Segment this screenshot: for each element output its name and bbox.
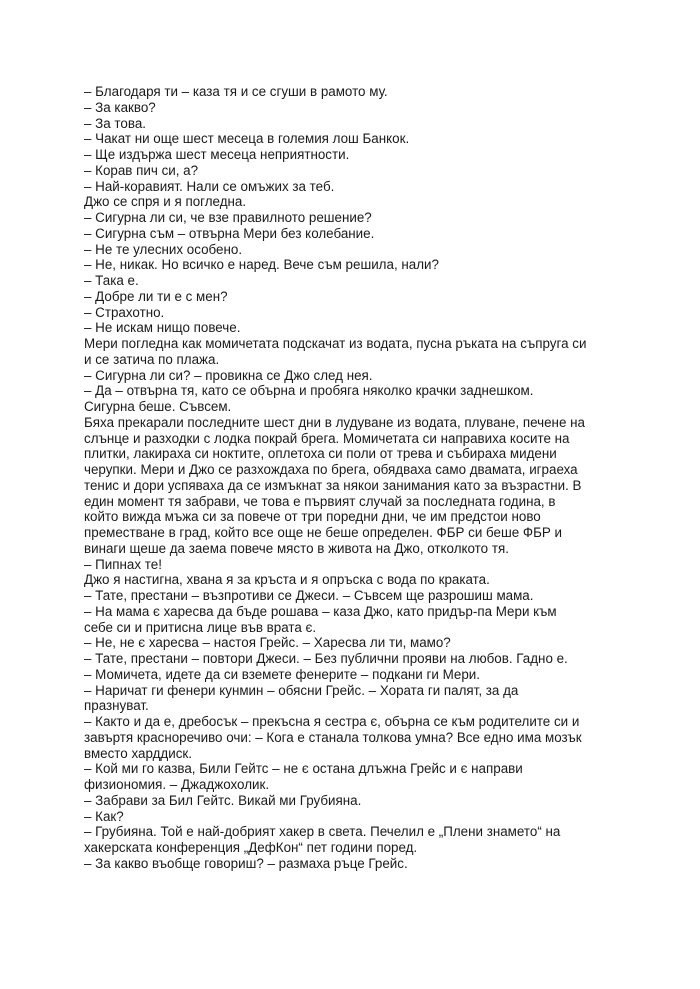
text-line: – Най-коравият. Нали се омъжих за теб. (84, 178, 335, 194)
text-line: – Забрави за Бил Гейтс. Викай ми Грубияна. (84, 792, 362, 808)
text-line: – Сигурна ли си? – провикна се Джо след нея. (84, 367, 373, 383)
text-line: плитки, лакираха си ноктите, оплетоха си поли от трева и събираха мидени (84, 446, 557, 462)
text-line: и се затича по плажа. (84, 351, 220, 367)
text-line: – Грубияна. Той е най-добрият хакер в света. Печелил е „Плени знамето“ на (84, 824, 561, 840)
text-line: който вижда мъжа си за повече от три поредни дни, че им предстои ново (84, 509, 541, 525)
text-line: – Не те улесних особено. (84, 241, 243, 257)
text-line: – Пипнах те! (84, 556, 162, 572)
text-line: преместване в град, който все още не беше определен. ФБР си беше ФБР и (84, 525, 563, 540)
text-line: тенис и дори успяваха да се измъкнат за някои занимания като за възрастни. В (84, 477, 582, 493)
text-line: – Не, никак. Но всичко е наред. Вече съм решила, нали? (84, 257, 439, 273)
text-line: – На мама є харесва да бъде рошава – каза Джо, като придър-па Мери към (84, 603, 557, 619)
text-line: – Момичета, идете да си вземете фенерите – подкани ги Мери. (84, 666, 480, 682)
text-line: – Така е. (84, 273, 139, 288)
text-line: – Ще издържа шест месеца неприятности. (84, 147, 350, 162)
text-line: – Кой ми го казва, Били Гейтс – не є остана длъжна Грейс и є направи (84, 761, 523, 777)
text-line: – Благодаря ти – каза тя и се сгуши в рамото му. (84, 84, 388, 99)
text-line: един момент тя забрави, че това е първият случай за последната година, в (84, 493, 556, 509)
text-line: вместо харддиск. (84, 745, 192, 761)
text-line: черупки. Мери и Джо се разхождаха по брега, обядваха само двамата, играеха (84, 462, 578, 477)
text-line: винаги щеше да заема повече място в живота на Джо, отколкото тя. (84, 540, 509, 556)
text-line: – За какво? (84, 99, 156, 115)
text-line: – Тате, престани – възпротиви се Джеси. – Съвсем ще разрошиш мама. (84, 588, 534, 603)
text-line: Джо я настигна, хвана я за кръста и я опръска с вода по краката. (84, 572, 490, 588)
text-line: – Да – отвърна тя, като се обърна и пробяга няколко крачки заднешком. (84, 383, 534, 399)
text-line: – Чакат ни още шест месеца в големия лош Банкок. (84, 131, 410, 147)
text-line: – Добре ли ти е с мен? (84, 288, 228, 304)
text-line: Мери погледна как момичетата подскачат из водата, пусна ръката на съпруга си (84, 336, 587, 351)
document-page (84, 84, 624, 872)
text-line: празнуват. (84, 698, 149, 714)
text-line: – Както и да е, дребосък – прекъсна я сестра є, обърна се към родителите си и (84, 714, 580, 729)
text-line: – Не, не є харесва – настоя Грейс. – Харесва ли ти, мамо? (84, 635, 451, 651)
text-line: Джо се спря и я погледна. (84, 194, 247, 210)
text-line: – Как? (84, 808, 124, 824)
text-line: – За това. (84, 115, 146, 131)
text-line: – За какво въобще говориш? – размаха ръце Грейс. (84, 855, 408, 871)
text-line: – Сигурна съм – отвърна Мери без колебание. (84, 225, 375, 241)
text-line: себе си и притисна лице във врата є. (84, 619, 317, 635)
text-line: – Наричат ги фенери кунмин – обясни Грейс. – Хората ги палят, за да (84, 682, 519, 698)
text-line: Сигурна беше. Съвсем. (84, 399, 232, 414)
text-line: завъртя красноречиво очи: – Кога е станала толкова умна? Все едно има мозък (84, 729, 582, 745)
text-line: физиономия. – Джаджохолик. (84, 777, 270, 792)
text-line: – Не искам нищо повече. (84, 320, 241, 336)
text-line: – Корав пич си, а? (84, 162, 199, 178)
text-line: Бяха прекарали последните шест дни в лудуване из водата, плуване, печене на (84, 414, 585, 430)
text-line: – Страхотно. (84, 304, 165, 320)
text-line: – Сигурна ли си, че взе правилното решение? (84, 210, 372, 225)
text-line: хакерската конференция „ДефКон“ пет години поред. (84, 840, 418, 855)
text-line: – Тате, престани – повтори Джеси. – Без публични прояви на любов. Гадно е. (84, 651, 568, 666)
text-line: слънце и разходки с лодка покрай брега. Момичетата си направиха косите на (84, 430, 570, 446)
